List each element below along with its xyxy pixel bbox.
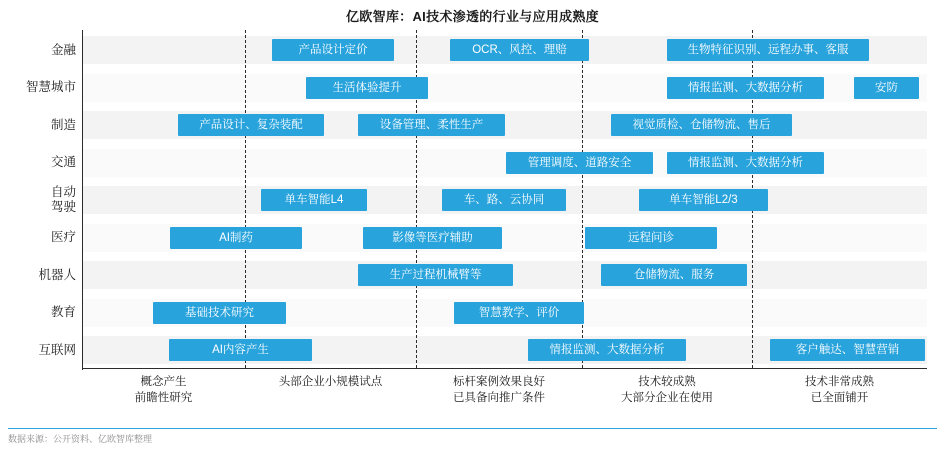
category-label-line: 医疗: [50, 230, 76, 244]
category-label-7: [2, 305, 76, 320]
stage-label-2: [416, 374, 582, 406]
source-note: 数据来源：公开资料、亿欧智库整理: [8, 434, 153, 444]
category-label-2: [2, 118, 76, 133]
stage-label-line: 大部分企业在使用: [621, 392, 713, 404]
maturity-cell[interactable]: 产品设计定价: [272, 39, 394, 61]
stage-label-line: 头部企业小规模试点: [278, 376, 383, 388]
x-axis-stage-labels: [82, 374, 927, 418]
maturity-cell[interactable]: OCR、风控、理赔: [450, 39, 589, 61]
footer-divider: [8, 428, 937, 429]
chart-title: 亿欧智库：AI技术渗透的行业与应用成熟度: [345, 9, 599, 24]
category-label-line: 互联网: [38, 342, 76, 357]
maturity-cell[interactable]: 单车智能L4: [261, 189, 367, 211]
category-label-line: 智慧城市: [25, 80, 76, 94]
category-label-6: [2, 268, 76, 283]
category-label-line: 教育: [50, 305, 76, 319]
category-label-0: [2, 43, 76, 58]
stage-label-1: [245, 374, 416, 390]
maturity-cell[interactable]: 视觉质检、仓储物流、售后: [611, 114, 792, 136]
category-label-8: [2, 343, 76, 358]
category-label-1: [2, 80, 76, 95]
maturity-cell[interactable]: 生产过程机械臂等: [358, 264, 513, 286]
x-axis-line: [82, 368, 927, 369]
stage-label-line: 标杆案例效果良好: [453, 376, 545, 388]
category-label-line: 制造: [50, 117, 76, 132]
maturity-cell[interactable]: 影像等医疗辅助: [363, 227, 502, 249]
stage-label-line: 已全面铺开: [810, 392, 869, 404]
maturity-cell[interactable]: 管理调度、道路安全: [506, 152, 653, 174]
maturity-cell[interactable]: AI制药: [170, 227, 302, 249]
maturity-cell[interactable]: 安防: [854, 77, 919, 99]
category-label-4: [2, 185, 76, 215]
stage-label-line: 已具备向推广条件: [453, 392, 545, 404]
maturity-cell[interactable]: 仓储物流、服务: [601, 264, 747, 286]
category-label-5: [2, 230, 76, 245]
stage-label-line: 技术较成熟: [638, 376, 696, 388]
maturity-cell[interactable]: 单车智能L2/3: [639, 189, 768, 211]
category-label-line: 自动: [50, 185, 76, 199]
category-label-3: [2, 155, 76, 170]
maturity-cell[interactable]: 智慧教学、评价: [454, 302, 584, 324]
maturity-cell[interactable]: 产品设计、复杂装配: [178, 114, 324, 136]
maturity-cell[interactable]: 情报监测、大数据分析: [667, 152, 824, 174]
category-label-line: 机器人: [38, 267, 76, 282]
chart-plot-area: [82, 30, 927, 368]
maturity-cell[interactable]: 生物特征识别、远程办事、客服: [667, 39, 869, 61]
maturity-cell[interactable]: 设备管理、柔性生产: [358, 114, 505, 136]
maturity-cell[interactable]: 远程问诊: [585, 227, 717, 249]
y-axis-line: [82, 30, 83, 370]
stage-label-3: [582, 374, 752, 406]
maturity-cell[interactable]: 生活体验提升: [306, 77, 428, 99]
maturity-cell[interactable]: 情报监测、大数据分析: [667, 77, 824, 99]
maturity-cell[interactable]: 车、路、云协同: [442, 189, 566, 211]
stage-label-4: [752, 374, 927, 406]
stage-label-line: 前瞻性研究: [134, 392, 193, 404]
stage-label-line: 概念产生: [140, 376, 187, 388]
maturity-cell[interactable]: 客户触达、智慧营销: [770, 339, 925, 361]
y-axis-category-labels: [0, 30, 76, 368]
category-label-line: 驾驶: [50, 200, 76, 214]
stage-label-0: [82, 374, 245, 406]
maturity-cell[interactable]: 基础技术研究: [153, 302, 286, 324]
maturity-cell[interactable]: 情报监测、大数据分析: [528, 339, 686, 361]
category-label-line: 金融: [50, 42, 76, 57]
maturity-cell[interactable]: AI内容产生: [169, 339, 312, 361]
category-label-line: 交通: [50, 155, 76, 169]
stage-label-line: 技术非常成熟: [805, 376, 874, 388]
